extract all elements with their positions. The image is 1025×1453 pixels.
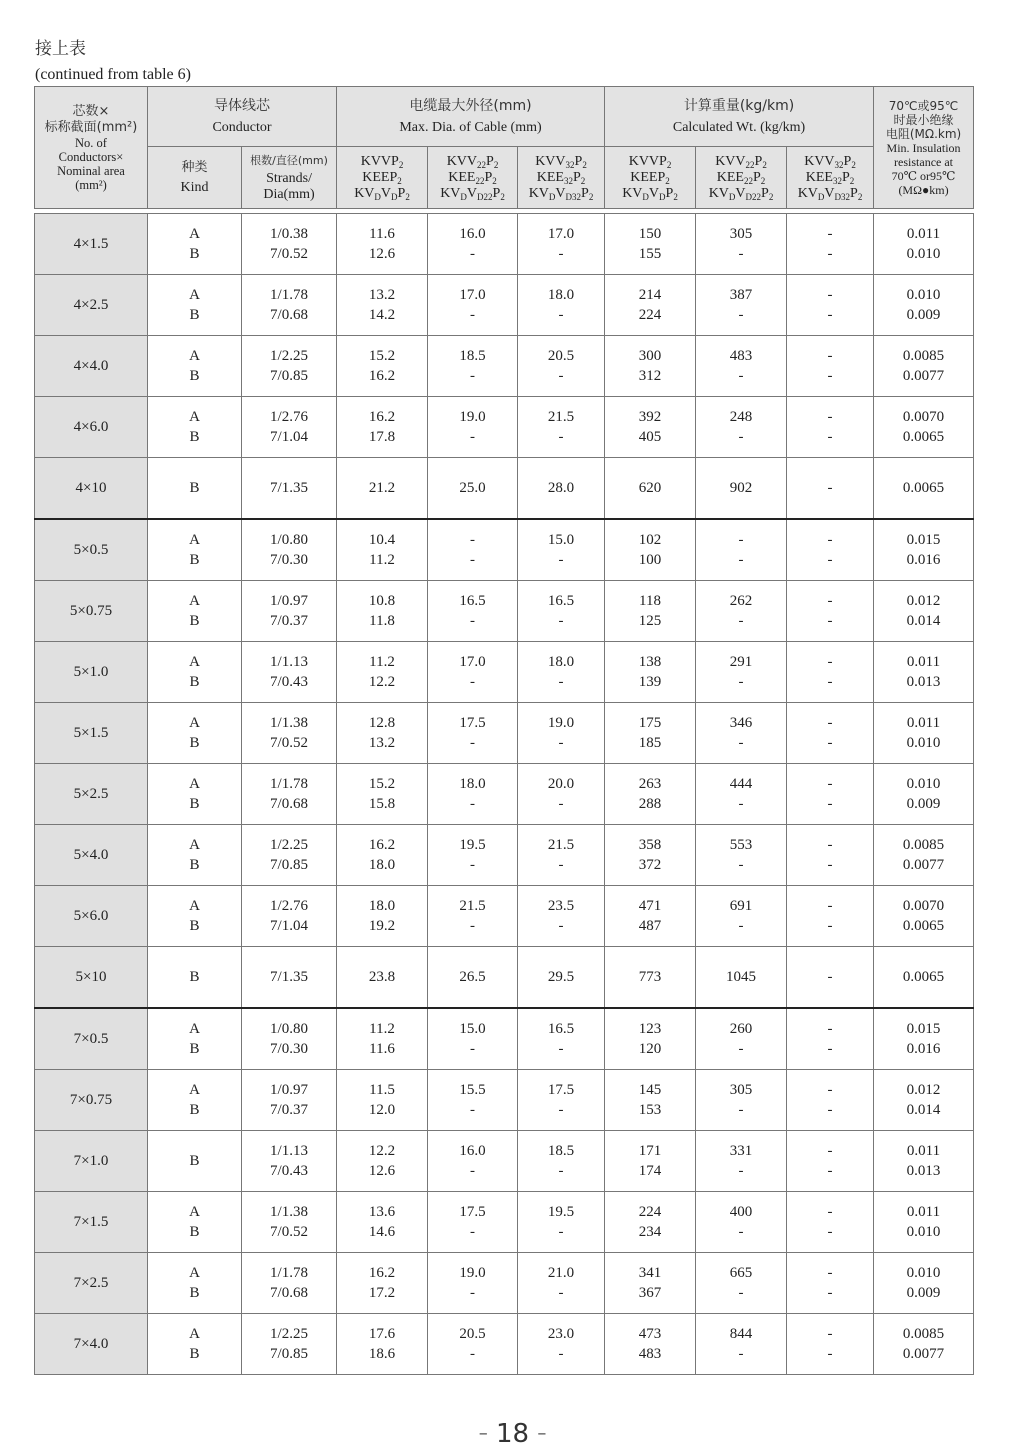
- cell-weight-1: 620: [605, 458, 696, 520]
- cell-weight-1: 118 125: [605, 581, 696, 642]
- cell-weight-2: - -: [696, 519, 787, 581]
- cell-weight-3: - -: [787, 703, 874, 764]
- table-row: [35, 642, 974, 703]
- cell-kind: A B: [148, 764, 242, 825]
- table-header: [34, 86, 974, 209]
- cell-insulation: 0.012 0.014: [874, 1070, 974, 1131]
- cell-weight-1: 123 120: [605, 1008, 696, 1070]
- table-row: [35, 886, 974, 947]
- table-row: [35, 1192, 974, 1253]
- cell-weight-1: 300 312: [605, 336, 696, 397]
- cell-strands: 1/2.25 7/0.85: [242, 825, 337, 886]
- cell-weight-1: 150 155: [605, 214, 696, 275]
- cell-max-dia-3: 16.5 -: [518, 581, 605, 642]
- cell-weight-1: 102 100: [605, 519, 696, 581]
- table-row: [35, 458, 974, 520]
- cell-kind: A B: [148, 214, 242, 275]
- table-row: [35, 1070, 974, 1131]
- cell-weight-2: 902: [696, 458, 787, 520]
- cell-strands: 1/2.76 7/1.04: [242, 397, 337, 458]
- cell-area: 7×1.0: [35, 1131, 148, 1192]
- cell-area: 5×1.5: [35, 703, 148, 764]
- cell-area: 7×0.5: [35, 1008, 148, 1070]
- cell-max-dia-1: 17.6 18.6: [337, 1314, 428, 1375]
- cell-area: 7×4.0: [35, 1314, 148, 1375]
- cell-max-dia-3: 28.0: [518, 458, 605, 520]
- cell-strands: 1/0.80 7/0.30: [242, 519, 337, 581]
- table-row: [35, 1131, 974, 1192]
- cell-area: 5×1.0: [35, 642, 148, 703]
- cell-area: 4×6.0: [35, 397, 148, 458]
- cell-weight-1: 773: [605, 947, 696, 1009]
- cell-strands: 1/0.80 7/0.30: [242, 1008, 337, 1070]
- continued-label-cn: 接上表: [35, 39, 86, 59]
- cell-weight-3: - -: [787, 1008, 874, 1070]
- cell-max-dia-3: 19.5 -: [518, 1192, 605, 1253]
- cell-insulation: 0.0085 0.0077: [874, 1314, 974, 1375]
- cell-weight-3: - -: [787, 1253, 874, 1314]
- cell-weight-3: - -: [787, 397, 874, 458]
- cell-weight-1: 171 174: [605, 1131, 696, 1192]
- cell-max-dia-3: 18.5 -: [518, 1131, 605, 1192]
- cell-max-dia-2: 16.0 -: [428, 214, 518, 275]
- table-row: [35, 1253, 974, 1314]
- cell-weight-1: 392 405: [605, 397, 696, 458]
- cell-weight-3: - -: [787, 519, 874, 581]
- cell-area: 4×4.0: [35, 336, 148, 397]
- cell-weight-3: - -: [787, 886, 874, 947]
- cell-max-dia-2: 19.5 -: [428, 825, 518, 886]
- table-row: [35, 581, 974, 642]
- cell-insulation: 0.0085 0.0077: [874, 825, 974, 886]
- cell-max-dia-3: 21.5 -: [518, 397, 605, 458]
- cell-strands: 7/1.35: [242, 458, 337, 520]
- cell-max-dia-2: 16.0 -: [428, 1131, 518, 1192]
- cell-kind: A B: [148, 581, 242, 642]
- cell-max-dia-3: 18.0 -: [518, 642, 605, 703]
- cell-max-dia-1: 16.2 18.0: [337, 825, 428, 886]
- cell-area: 5×10: [35, 947, 148, 1009]
- cell-max-dia-3: 23.5 -: [518, 886, 605, 947]
- cell-strands: 1/0.38 7/0.52: [242, 214, 337, 275]
- cell-max-dia-3: 19.0 -: [518, 703, 605, 764]
- table-row: [35, 1314, 974, 1375]
- cell-weight-2: 248 -: [696, 397, 787, 458]
- header-max-diameter: 电缆最大外径(mm) Max. Dia. of Cable (mm): [337, 87, 605, 147]
- cell-area: 5×0.75: [35, 581, 148, 642]
- cell-weight-3: - -: [787, 1131, 874, 1192]
- cell-max-dia-1: 12.2 12.6: [337, 1131, 428, 1192]
- cell-kind: A B: [148, 1314, 242, 1375]
- cell-insulation: 0.011 0.010: [874, 214, 974, 275]
- cell-area: 4×2.5: [35, 275, 148, 336]
- cell-area: 4×1.5: [35, 214, 148, 275]
- cell-max-dia-3: 21.5 -: [518, 825, 605, 886]
- cell-strands: 1/0.97 7/0.37: [242, 1070, 337, 1131]
- cell-insulation: 0.010 0.009: [874, 764, 974, 825]
- cell-strands: 1/1.78 7/0.68: [242, 764, 337, 825]
- header-kind: 种类 Kind: [148, 147, 242, 209]
- table-row: [35, 397, 974, 458]
- cell-strands: 1/1.38 7/0.52: [242, 1192, 337, 1253]
- cell-weight-1: 341 367: [605, 1253, 696, 1314]
- cell-max-dia-2: 17.5 -: [428, 703, 518, 764]
- cell-strands: 1/2.25 7/0.85: [242, 336, 337, 397]
- cell-weight-2: 346 -: [696, 703, 787, 764]
- cell-kind: B: [148, 947, 242, 1009]
- cell-max-dia-1: 15.2 15.8: [337, 764, 428, 825]
- cell-max-dia-1: 12.8 13.2: [337, 703, 428, 764]
- cell-max-dia-3: 18.0 -: [518, 275, 605, 336]
- cell-insulation: 0.0065: [874, 947, 974, 1009]
- cell-weight-1: 175 185: [605, 703, 696, 764]
- cell-weight-1: 224 234: [605, 1192, 696, 1253]
- cell-weight-3: - -: [787, 275, 874, 336]
- cell-strands: 1/1.13 7/0.43: [242, 1131, 337, 1192]
- cell-kind: B: [148, 458, 242, 520]
- table-row: [35, 1008, 974, 1070]
- cell-max-dia-1: 16.2 17.8: [337, 397, 428, 458]
- cell-strands: 1/0.97 7/0.37: [242, 581, 337, 642]
- cell-weight-2: 483 -: [696, 336, 787, 397]
- cell-kind: A B: [148, 336, 242, 397]
- cell-weight-1: 471 487: [605, 886, 696, 947]
- cell-max-dia-2: 21.5 -: [428, 886, 518, 947]
- cell-area: 7×0.75: [35, 1070, 148, 1131]
- header-type-col-1: $KVVP_2$ $KEEP_2$ $KV_DV_DP_2$: [337, 147, 428, 209]
- header-calculated-weight: 计算重量(kg/km) Calculated Wt. (kg/km): [605, 87, 874, 147]
- cell-insulation: 0.012 0.014: [874, 581, 974, 642]
- cell-area: 7×2.5: [35, 1253, 148, 1314]
- cell-weight-1: 263 288: [605, 764, 696, 825]
- cell-weight-3: - -: [787, 642, 874, 703]
- cell-strands: 1/1.13 7/0.43: [242, 642, 337, 703]
- cell-kind: A B: [148, 519, 242, 581]
- table-row: [35, 947, 974, 1009]
- cell-area: 5×6.0: [35, 886, 148, 947]
- cell-kind: A B: [148, 397, 242, 458]
- cell-strands: 1/1.38 7/0.52: [242, 703, 337, 764]
- cell-max-dia-3: 29.5: [518, 947, 605, 1009]
- cell-max-dia-1: 13.2 14.2: [337, 275, 428, 336]
- cell-weight-2: 400 -: [696, 1192, 787, 1253]
- cell-kind: A B: [148, 1192, 242, 1253]
- cell-area: 5×2.5: [35, 764, 148, 825]
- cell-insulation: 0.010 0.009: [874, 1253, 974, 1314]
- cell-strands: 1/1.78 7/0.68: [242, 275, 337, 336]
- cell-max-dia-2: 25.0: [428, 458, 518, 520]
- cell-max-dia-2: 19.0 -: [428, 397, 518, 458]
- cell-max-dia-1: 16.2 17.2: [337, 1253, 428, 1314]
- page-number: – 18 –: [478, 1419, 547, 1449]
- cell-max-dia-2: 17.0 -: [428, 275, 518, 336]
- cell-max-dia-2: 20.5 -: [428, 1314, 518, 1375]
- cell-weight-1: 138 139: [605, 642, 696, 703]
- cell-weight-1: 145 153: [605, 1070, 696, 1131]
- cell-insulation: 0.0070 0.0065: [874, 397, 974, 458]
- header-type-col-6: $KVV_{32}P_2$ $KEE_{32}P_2$ $KV_DV_{D32}P_2$: [787, 147, 874, 209]
- cell-kind: A B: [148, 1070, 242, 1131]
- cell-weight-2: 262 -: [696, 581, 787, 642]
- cell-weight-2: 1045: [696, 947, 787, 1009]
- table-row: [35, 764, 974, 825]
- cell-max-dia-1: 11.6 12.6: [337, 214, 428, 275]
- cell-weight-3: - -: [787, 1070, 874, 1131]
- cell-max-dia-1: 10.4 11.2: [337, 519, 428, 581]
- cell-insulation: 0.0085 0.0077: [874, 336, 974, 397]
- header-type-col-2: $KVV_{22}P_2$ $KEE_{22}P_2$ $KV_DV_{D22}P_2$: [428, 147, 518, 209]
- cell-max-dia-2: 18.5 -: [428, 336, 518, 397]
- header-type-col-5: $KVV_{22}P_2$ $KEE_{22}P_2$ $KV_DV_{D22}P_2$: [696, 147, 787, 209]
- cell-max-dia-1: 15.2 16.2: [337, 336, 428, 397]
- cell-weight-3: - -: [787, 825, 874, 886]
- cell-kind: A B: [148, 642, 242, 703]
- cell-weight-3: -: [787, 458, 874, 520]
- cell-max-dia-3: 17.5 -: [518, 1070, 605, 1131]
- cell-max-dia-2: 26.5: [428, 947, 518, 1009]
- cell-max-dia-1: 11.2 12.2: [337, 642, 428, 703]
- cell-weight-2: 444 -: [696, 764, 787, 825]
- cell-weight-2: 331 -: [696, 1131, 787, 1192]
- cell-area: 4×10: [35, 458, 148, 520]
- table-row: [35, 519, 974, 581]
- cell-max-dia-1: 23.8: [337, 947, 428, 1009]
- table-row: [35, 703, 974, 764]
- cell-weight-2: 691 -: [696, 886, 787, 947]
- cell-weight-1: 214 224: [605, 275, 696, 336]
- cell-max-dia-1: 11.5 12.0: [337, 1070, 428, 1131]
- cell-max-dia-3: 17.0 -: [518, 214, 605, 275]
- cell-insulation: 0.015 0.016: [874, 1008, 974, 1070]
- cell-max-dia-3: 16.5 -: [518, 1008, 605, 1070]
- cell-weight-2: 387 -: [696, 275, 787, 336]
- cell-weight-1: 473 483: [605, 1314, 696, 1375]
- cell-weight-2: 260 -: [696, 1008, 787, 1070]
- header-area: 芯数× 标称截面(mm²) No. of Conductors× Nominal area (mm²): [35, 87, 148, 209]
- cell-insulation: 0.011 0.013: [874, 642, 974, 703]
- cell-kind: A B: [148, 703, 242, 764]
- cell-max-dia-1: 18.0 19.2: [337, 886, 428, 947]
- cell-weight-2: 665 -: [696, 1253, 787, 1314]
- table-row: [35, 275, 974, 336]
- cell-max-dia-2: 17.0 -: [428, 642, 518, 703]
- cell-weight-3: -: [787, 947, 874, 1009]
- cell-strands: 1/1.78 7/0.68: [242, 1253, 337, 1314]
- cell-max-dia-2: 16.5 -: [428, 581, 518, 642]
- table-row: [35, 336, 974, 397]
- cell-max-dia-2: 15.5 -: [428, 1070, 518, 1131]
- cell-max-dia-1: 13.6 14.6: [337, 1192, 428, 1253]
- cell-max-dia-1: 11.2 11.6: [337, 1008, 428, 1070]
- cell-weight-2: 553 -: [696, 825, 787, 886]
- table-row: [35, 825, 974, 886]
- table-row: [35, 214, 974, 275]
- cell-kind: A B: [148, 886, 242, 947]
- cell-max-dia-2: 18.0 -: [428, 764, 518, 825]
- cell-weight-3: - -: [787, 214, 874, 275]
- cell-kind: B: [148, 1131, 242, 1192]
- cell-max-dia-3: 20.0 -: [518, 764, 605, 825]
- cell-max-dia-2: 15.0 -: [428, 1008, 518, 1070]
- cell-strands: 1/2.76 7/1.04: [242, 886, 337, 947]
- data-table: [34, 213, 974, 1375]
- cell-insulation: 0.011 0.013: [874, 1131, 974, 1192]
- cell-weight-2: 305 -: [696, 214, 787, 275]
- cell-insulation: 0.0070 0.0065: [874, 886, 974, 947]
- cell-max-dia-3: 20.5 -: [518, 336, 605, 397]
- cell-area: 5×0.5: [35, 519, 148, 581]
- cell-weight-3: - -: [787, 581, 874, 642]
- cell-max-dia-2: - -: [428, 519, 518, 581]
- cell-kind: A B: [148, 1008, 242, 1070]
- cell-max-dia-1: 10.8 11.8: [337, 581, 428, 642]
- cell-kind: A B: [148, 1253, 242, 1314]
- cell-kind: A B: [148, 275, 242, 336]
- cell-area: 5×4.0: [35, 825, 148, 886]
- cell-weight-1: 358 372: [605, 825, 696, 886]
- cell-max-dia-2: 17.5 -: [428, 1192, 518, 1253]
- header-insulation: 70℃或95℃ 时最小绝缘 电阻(MΩ.km) Min. Insulation resistance at 70℃ or95℃ (MΩ●km): [874, 87, 974, 209]
- cell-weight-3: - -: [787, 336, 874, 397]
- cell-max-dia-3: 15.0 -: [518, 519, 605, 581]
- cell-strands: 1/2.25 7/0.85: [242, 1314, 337, 1375]
- cell-max-dia-2: 19.0 -: [428, 1253, 518, 1314]
- cell-insulation: 0.010 0.009: [874, 275, 974, 336]
- cell-kind: A B: [148, 825, 242, 886]
- cell-insulation: 0.011 0.010: [874, 703, 974, 764]
- cell-weight-3: - -: [787, 764, 874, 825]
- cell-weight-3: - -: [787, 1314, 874, 1375]
- header-strands: 根数/直径(mm) Strands/ Dia(mm): [242, 147, 337, 209]
- cell-weight-3: - -: [787, 1192, 874, 1253]
- continued-label-en: (continued from table 6): [35, 66, 191, 83]
- cell-max-dia-3: 23.0 -: [518, 1314, 605, 1375]
- cell-weight-2: 305 -: [696, 1070, 787, 1131]
- cell-max-dia-1: 21.2: [337, 458, 428, 520]
- header-type-col-3: $KVV_{32}P_2$ $KEE_{32}P_2$ $KV_DV_{D32}P_2$: [518, 147, 605, 209]
- header-type-col-4: $KVVP_2$ $KEEP_2$ $KV_DV_DP_2$: [605, 147, 696, 209]
- cell-strands: 7/1.35: [242, 947, 337, 1009]
- header-conductor: 导体线芯 Conductor: [148, 87, 337, 147]
- cell-insulation: 0.015 0.016: [874, 519, 974, 581]
- cell-insulation: 0.0065: [874, 458, 974, 520]
- cell-weight-2: 291 -: [696, 642, 787, 703]
- cell-insulation: 0.011 0.010: [874, 1192, 974, 1253]
- cell-weight-2: 844 -: [696, 1314, 787, 1375]
- cell-max-dia-3: 21.0 -: [518, 1253, 605, 1314]
- cell-area: 7×1.5: [35, 1192, 148, 1253]
